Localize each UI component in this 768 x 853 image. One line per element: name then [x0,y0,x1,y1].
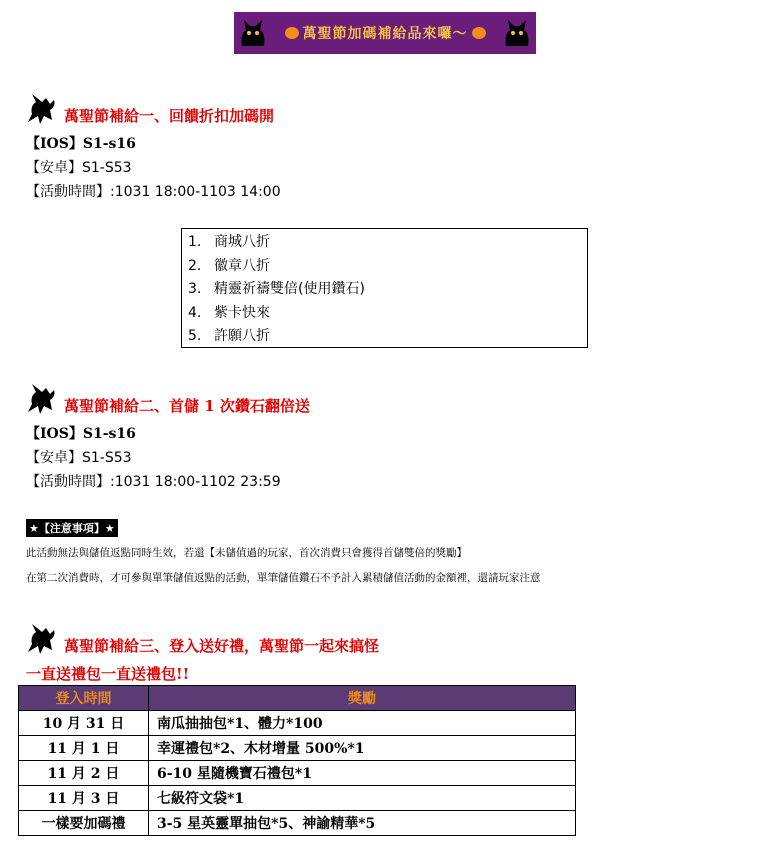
row-reward: 南瓜抽抽包*1、體力*100 [149,711,576,736]
table-header-row [19,686,576,711]
row-date: 11 月 2 日 [19,761,149,786]
banner-title: 萬聖節加碼補給品來囉～ [302,26,468,42]
row-reward: 幸運禮包*2、木材增量 500%*1 [149,736,576,761]
list-item: 4. 紫卡快來 [188,304,270,321]
table-row [19,761,576,786]
list-item: 5. 許願八折 [188,328,270,344]
column-header-date: 登入時間 [19,686,149,711]
row-date: 11 月 1 日 [19,736,149,761]
section1-info [26,132,281,204]
login-rewards-table [18,685,576,836]
black-cat-icon [26,380,62,416]
section1-title-text: 萬聖節補給一、回饋折扣加碼開 [64,107,275,125]
section1-android: 【安卓】S1-S53 [26,160,132,176]
notice-line-2: 在第二次消費時，才可參與單筆儲值返點的活動，單筆儲值鑽石不予計入累積儲值活動的金額裡，還請玩家注意 [26,572,541,584]
section3-title [26,620,379,656]
column-header-reward: 獎勵 [149,686,576,711]
notice-line-1: 此活動無法與儲值返點同時生效，若還【未儲值過的玩家，首次消費只會獲得首儲雙倍的獎勵】 [26,547,467,559]
row-reward: 七級符文袋*1 [149,786,576,811]
pumpkin-icon [472,27,486,39]
black-cat-icon [238,16,268,50]
discount-list [181,228,588,348]
section2-time: 【活動時間】:1031 18:00-1102 23:59 [26,474,281,490]
halloween-banner [234,12,536,54]
row-reward: 3-5 星英靈單抽包*5、神諭精華*5 [149,811,576,836]
section3-title-text: 萬聖節補給三、登入送好禮，萬聖節一起來搞怪 [64,637,380,655]
row-date: 一樣要加碼禮 [19,811,149,836]
section2-title [26,380,310,416]
list-item: 3. 精靈祈禱雙倍(使用鑽石) [188,281,365,297]
row-date: 10 月 31 日 [19,711,149,736]
section2-info [26,422,281,494]
pumpkin-icon [285,27,299,39]
section2-ios: 【IOS】S1-s16 [26,426,136,442]
list-item: 1. 商城八折 [188,234,270,250]
section3-subtitle: 一直送禮包一直送禮包!! [26,665,190,683]
notice-badge: ★【注意事項】★ [26,519,118,537]
section2-title-text: 萬聖節補給二、首儲 1 次鑽石翻倍送 [64,397,310,415]
table-row [19,711,576,736]
section2-android: 【安卓】S1-S53 [26,450,132,466]
list-item: 2. 徽章八折 [188,257,270,274]
black-cat-icon [26,90,62,126]
row-reward: 6-10 星隨機寶石禮包*1 [149,761,576,786]
black-cat-icon [502,16,532,50]
section1-ios: 【IOS】S1-s16 [26,136,136,152]
section1-title [26,90,274,126]
table-row [19,811,576,836]
table-row [19,736,576,761]
black-cat-icon [26,620,62,656]
table-row [19,786,576,811]
section1-time: 【活動時間】:1031 18:00-1103 14:00 [26,184,281,200]
row-date: 11 月 3 日 [19,786,149,811]
